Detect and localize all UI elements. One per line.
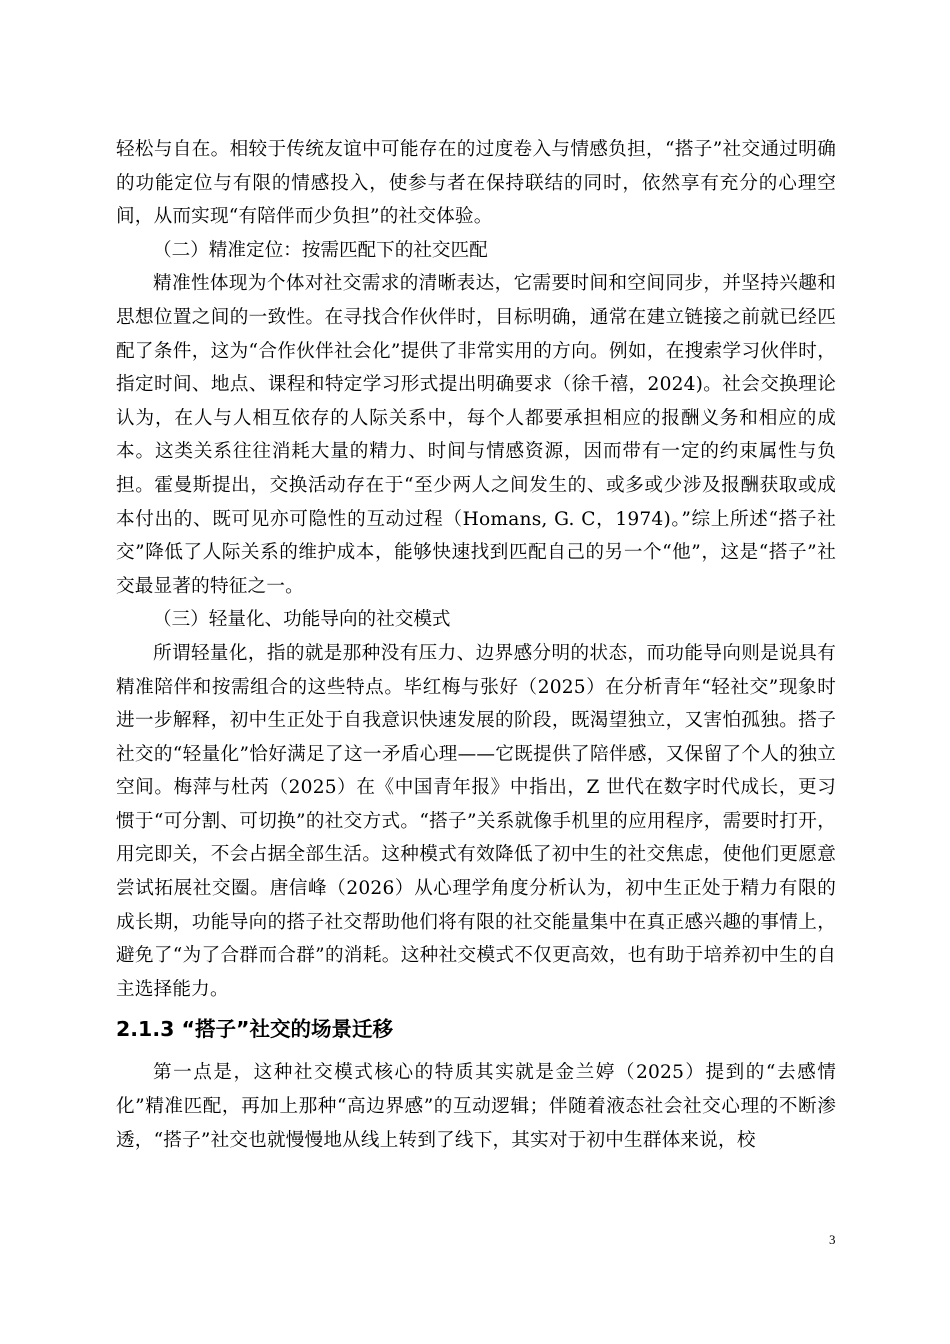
subheading-lightweight-mode: （三）轻量化、功能导向的社交模式 [153,609,451,631]
paragraph-precision: 精准性体现为个体对社交需求的清晰表达，它需要时间和空间同步，并坚持兴趣和思想位置之间的一致性。在寻找合作伙伴时，目标明确，通常在建立链接之前就已经匹配了条件，这为“合作伙伴社会化”提供了非常实用的方向。例如，在搜索学习伙伴时，指定时间、地点、课程和特定学习形式提出明确要求（徐千禧，2024)。社会交换理论认为，在人与人相互依存的人际关系中，每个人都要承担相应的报酬义务和相应的成本。这类关系往往消耗大量的精力、时间与情感资源，因而带有一定的约束属性与负担。霍曼斯提出，交换活动存在于“至少两人之间发生的、或多或少涉及报酬获取或成本付出的、既可见亦可隐性的互动过程（Homans, G. C，1974)。”综上所述“搭子社交”降低了人际关系的维护成本，能够快速找到匹配自己的另一个“他”，这是“搭子”社交最显著的特征之一。 [116,273,836,597]
paragraph-lightweight: 所谓轻量化，指的就是那种没有压力、边界感分明的状态，而功能导向则是说具有精准陪伴和按需组合的这些特点。毕红梅与张好（2025）在分析青年“轻社交”现象时进一步解释，初中生正处于自我意识快速发展的阶段，既渴望独立，又害怕孤独。搭子社交的“轻量化”恰好满足了这一矛盾心理——它既提供了陪伴感，又保留了个人的独立空间。梅萍与杜芮（2025）在《中国青年报》中指出，Z 世代在数字时代成长，更习惯于“可分割、可切换”的社交方式。“搭子”关系就像手机里的应用程序，需要时打开，用完即关，不会占据全部生活。这种模式有效降低了初中生的社交焦虑，使他们更愿意尝试拓展社交圈。唐信峰（2026）从心理学角度分析认为，初中生正处于精力有限的成长期，功能导向的搭子社交帮助他们将有限的社交能量集中在真正感兴趣的事情上，避免了“为了合群而合群”的消耗。这种社交模式不仅更高效，也有助于培养初中生的自主选择能力。 [116,642,836,1000]
section-heading-scene-migration: 2.1.3 “搭子”社交的场景迁移 [116,1017,393,1042]
paragraph-relaxation: 轻松与自在。相较于传统友谊中可能存在的过度卷入与情感负担，“搭子”社交通过明确的功能定位与有限的情感投入，使参与者在保持联结的同时，依然享有充分的心理空间，从而实现“有陪伴而少负担”的社交体验。 [116,139,836,228]
paragraph-scene-migration: 第一点是，这种社交模式核心的特质其实就是金兰婷（2025）提到的“去感情化”精准匹配，再加上那种“高边界感”的互动逻辑；伴随着液态社会社交心理的不断渗透，“搭子”社交也就慢慢地从线上转到了线下，其实对于初中生群体来说，校 [116,1062,836,1151]
page-number: 3 [829,1232,836,1247]
subheading-precise-positioning: （二）精准定位：按需匹配下的社交匹配 [153,239,488,261]
document-body [116,133,836,1157]
